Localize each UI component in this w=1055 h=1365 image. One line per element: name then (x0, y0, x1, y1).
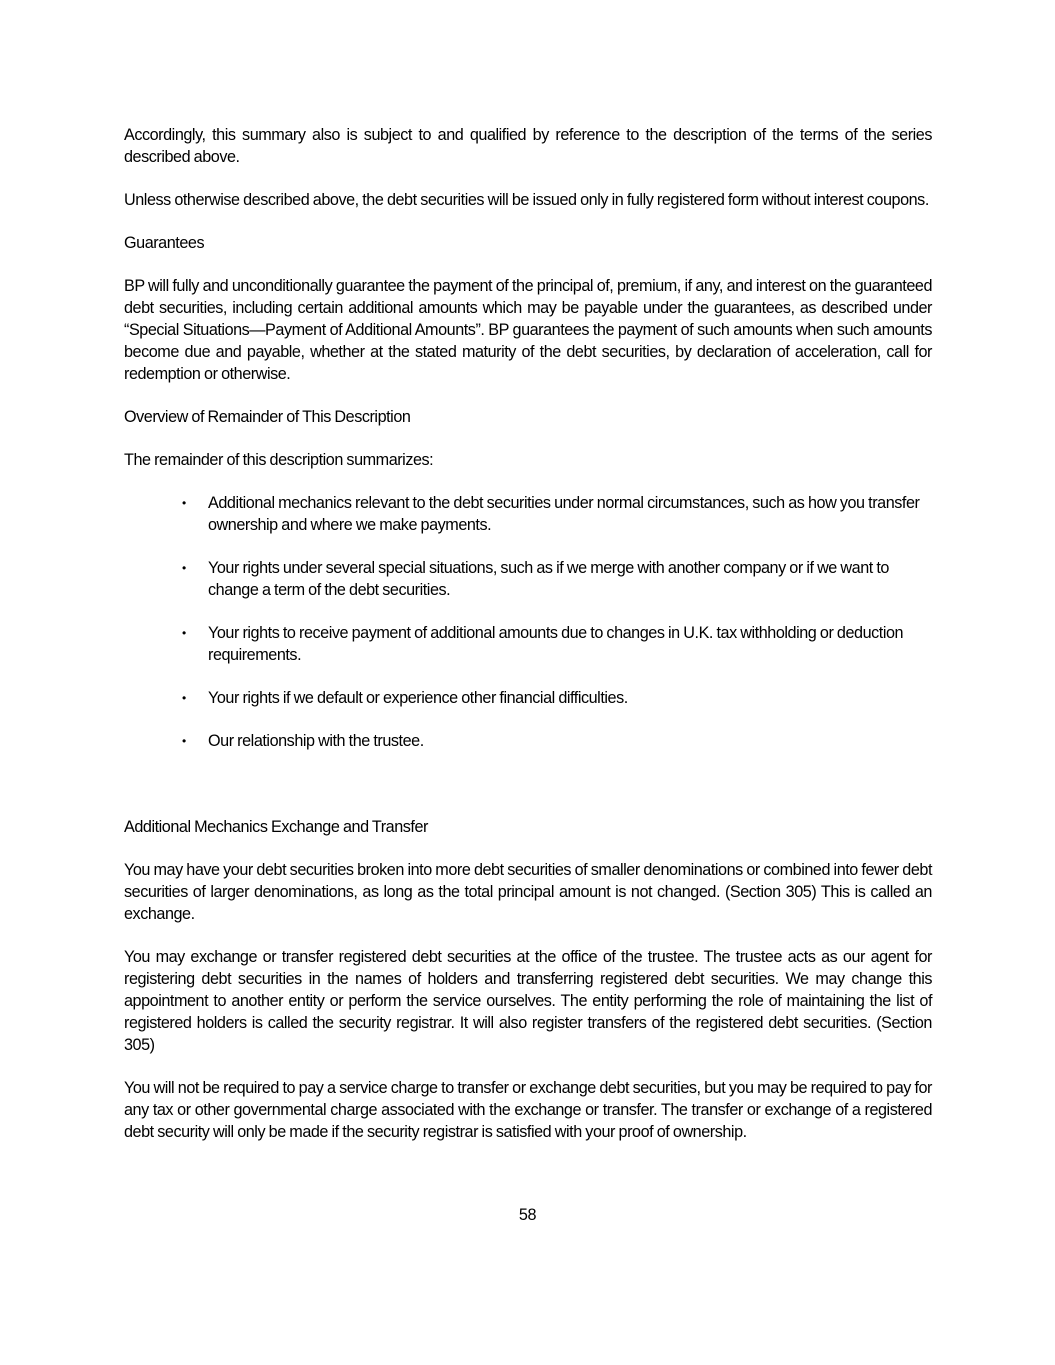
list-item (182, 492, 932, 536)
list-item-text: Additional mechanics relevant to the debt securities under normal circumstances, such as how you transfer ownership and where we make payments. (208, 494, 920, 534)
paragraph-guarantees: BP will fully and unconditionally guarantee the payment of the principal of, premium, if any, and interest on the guaranteed debt securities, including certain additional amounts which may be payable under the guarantees, as described under “Special Situations—Payment of Additional Amounts”. BP guarantees the payment of such amounts when such amounts become due and payable, whether at the stated maturity of the debt securities, by declaration of acceleration, call for redemption or otherwise. (124, 277, 932, 383)
list-item-text: Your rights if we default or experience other financial difficulties. (208, 689, 628, 707)
page-number: 58 (518, 1206, 537, 1224)
list-item-text: Your rights under several special situations, such as if we merge with another company or if we want to change a term of the debt securities. (208, 559, 889, 599)
bullet-icon: • (182, 626, 186, 640)
list-item-text: Your rights to receive payment of additional amounts due to changes in U.K. tax withholding or deduction requirements. (208, 624, 904, 664)
paragraph-summary-qualification: Accordingly, this summary also is subject to and qualified by reference to the description of the terms of the series described above. (124, 126, 932, 166)
bullet-icon: • (182, 561, 186, 575)
bullet-icon: • (182, 691, 186, 705)
section-spacer (124, 773, 932, 816)
heading-mechanics: Additional Mechanics Exchange and Transfer (124, 818, 428, 836)
list-item (182, 730, 932, 752)
paragraph-remainder-intro: The remainder of this description summarizes: (124, 451, 434, 469)
list-item (182, 622, 932, 666)
list-item-text: Our relationship with the trustee. (208, 732, 424, 750)
heading-overview: Overview of Remainder of This Description (124, 408, 411, 426)
list-item (182, 557, 932, 601)
bullet-icon: • (182, 496, 186, 510)
paragraph-service-charge: You will not be required to pay a service charge to transfer or exchange debt securities, but you may be required to pay for any tax or other governmental charge associated with the exchange or transfer. The transfer or exchange of a registered debt security will only be made if the security registrar is satisfied with your proof of ownership. (124, 1079, 932, 1141)
paragraph-registered-form: Unless otherwise described above, the debt securities will be issued only in fully registered form without interest coupons. (124, 191, 929, 209)
list-item (182, 687, 932, 709)
paragraph-transfer: You may exchange or transfer registered debt securities at the office of the trustee. The trustee acts as our agent for registering debt securities in the names of holders and transferring registered debt securities. We may change this appointment to another entity or perform the service ourselves. The entity performing the role of maintaining the list of registered holders is called the security registrar. It will also register transfers of the registered debt securities. (Section 305) (124, 948, 932, 1054)
heading-guarantees: Guarantees (124, 234, 205, 252)
document-page (124, 124, 932, 1164)
paragraph-exchange: You may have your debt securities broken into more debt securities of smaller denominations or combined into fewer debt securities of larger denominations, as long as the total principal amount is not changed. (Section 305) This is called an exchange. (124, 861, 932, 923)
bullet-icon: • (182, 734, 186, 748)
bullet-list (124, 492, 932, 752)
